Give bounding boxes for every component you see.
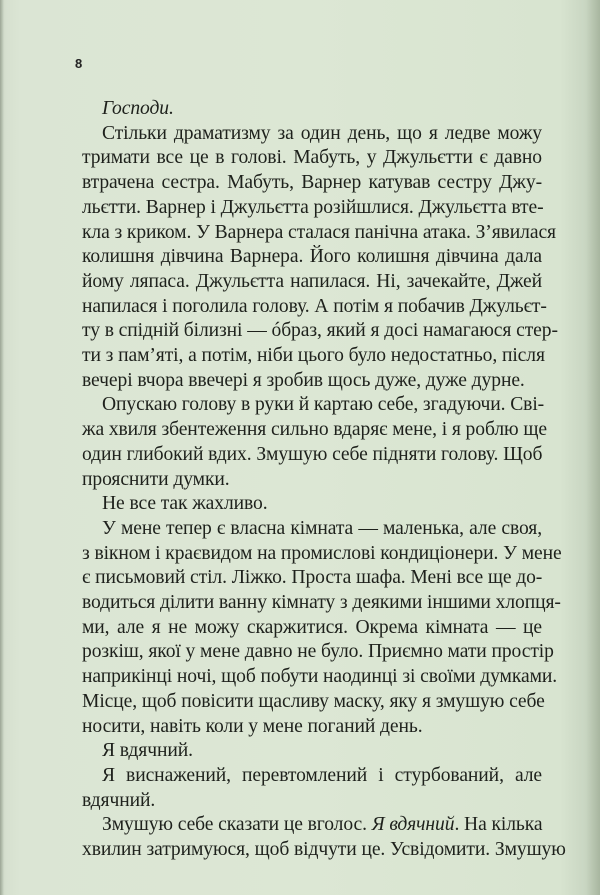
text-span: . На кілька bbox=[454, 814, 543, 836]
text-line: У мене тепер є власна кімната — маленька, але своя, bbox=[102, 517, 542, 539]
paragraph-1 bbox=[82, 97, 542, 122]
paragraph-4 bbox=[82, 492, 542, 517]
text-line: Місце, щоб повісити щасливу маску, яку я змушую себе bbox=[82, 690, 545, 712]
italic-exclamation: Господи. bbox=[102, 98, 174, 119]
text-line: один глибокий вдих. Змушую себе підняти голову. Щоб bbox=[82, 443, 543, 465]
paragraph-2 bbox=[82, 122, 558, 394]
text-line: втрачена сестра. Мабуть, Варнер катував сестру Джу- bbox=[82, 172, 542, 194]
text-line: водиться ділити ванну кімнату з деякими іншими хлопця- bbox=[82, 592, 561, 614]
page-left-edge bbox=[0, 0, 4, 895]
text-line: є письмовий стіл. Ліжко. Проста шафа. Мені все ще до- bbox=[82, 567, 543, 589]
paragraph-7 bbox=[82, 764, 542, 813]
page-right-edge-shadow bbox=[586, 0, 600, 895]
text-line: ту в спідній білизні — óбраз, який я досі намагаюся стер- bbox=[82, 320, 558, 342]
paragraph-5 bbox=[82, 517, 562, 739]
text-line bbox=[82, 97, 542, 122]
text-line: розкіш, якої у мене давно не було. Приємно мати простір bbox=[82, 641, 554, 663]
paragraph-8 bbox=[82, 813, 566, 862]
text-line: тримати все це в голові. Мабуть, у Джульєтти є давно bbox=[82, 147, 542, 169]
text-line: вечері вчора ввечері я зробив щось дуже, дуже дурне. bbox=[82, 369, 525, 391]
text-span: Змушую себе сказати це вголос. bbox=[102, 814, 372, 836]
text-line: кла з криком. У Варнера сталася панічна атака. З’явилася bbox=[82, 221, 556, 243]
paragraph-3 bbox=[82, 393, 547, 492]
paragraph-6 bbox=[82, 739, 542, 764]
text-line: Я вдячний. bbox=[102, 740, 193, 762]
text-line: жа хвиля збентеження сильно вдаряє мене, і я роблю ще bbox=[82, 419, 547, 441]
text-line: льєтти. Варнер і Джульєтта розійшлися. Джульєтта вте- bbox=[82, 196, 544, 218]
text-line: прояснити думки. bbox=[82, 468, 230, 490]
text-line bbox=[82, 838, 566, 863]
text-line: напилася і поголила голову. А потім я побачив Джульєт- bbox=[82, 295, 547, 317]
text-line: ти з пам’яті, а потім, ніби цього було недостатньо, після bbox=[82, 345, 545, 367]
page-number: 8 bbox=[75, 56, 83, 71]
text-line: Стільки драматизму за один день, що я ледве можу bbox=[102, 122, 542, 144]
text-line: Я виснажений, перевтомлений і стурбований, але bbox=[102, 764, 542, 786]
text-line: ми, але я не можу скаржитися. Окрема кімната — це bbox=[82, 616, 542, 638]
text-line: наприкінці ночі, щоб побути наодинці зі своїми думками. bbox=[82, 666, 558, 688]
text-line: йому ляпаса. Джульєтта напилася. Ні, зачекайте, Джей bbox=[82, 270, 542, 292]
body-text bbox=[82, 97, 566, 863]
text-line: Опускаю голову в руки й картаю себе, згадуючи. Сві- bbox=[102, 394, 545, 416]
text-line: з вікном і краєвидом на промислові кондиціонери. У мене bbox=[82, 542, 562, 564]
text-span: хвилин затримуюся, щоб відчути це. Усвідомити. Змушую bbox=[82, 839, 566, 861]
text-line: колишня дівчина Варнера. Його колишня дівчина дала bbox=[82, 246, 542, 268]
text-line: носити, навіть коли у мене поганий день. bbox=[82, 715, 423, 737]
italic-emphasis: Я вдячний bbox=[371, 814, 455, 836]
text-line: Не все так жахливо. bbox=[102, 493, 268, 515]
text-line: вдячний. bbox=[82, 789, 156, 811]
text-line bbox=[82, 813, 542, 838]
